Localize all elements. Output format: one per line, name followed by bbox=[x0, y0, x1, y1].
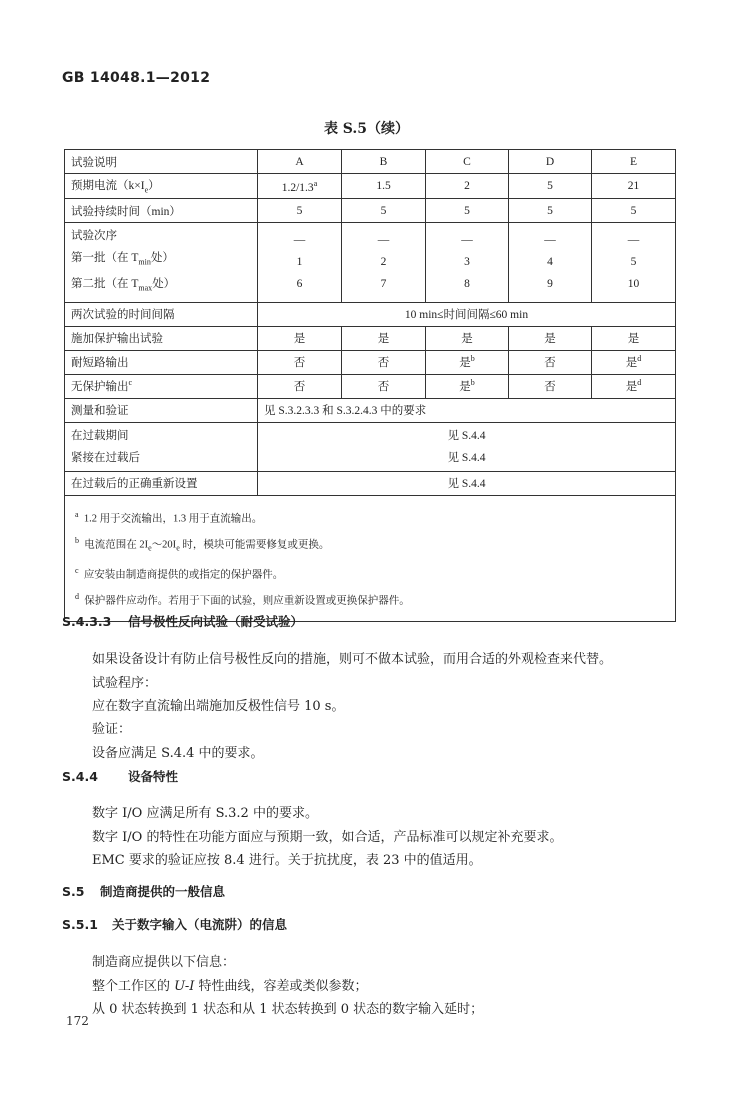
header-cell: A bbox=[258, 150, 342, 174]
section-heading-s44: S.4.4 设备特性 bbox=[62, 769, 179, 784]
table-cell: 见 S.4.4 bbox=[258, 471, 676, 495]
table-cell: 否 bbox=[342, 374, 426, 398]
table-cell: 否 bbox=[509, 374, 592, 398]
test-table bbox=[64, 149, 676, 622]
table-cell: 2 bbox=[426, 174, 509, 199]
paragraph: 数字 I/O 应满足所有 S.3.2 中的要求。 bbox=[92, 806, 318, 821]
page-number: 172 bbox=[66, 1014, 89, 1028]
table-cell: 10 min≤时间间隔≤60 min bbox=[258, 302, 676, 326]
table-cell: — 5 10 bbox=[592, 223, 676, 303]
footnotes-row bbox=[65, 495, 676, 621]
table-cell: 5 bbox=[426, 199, 509, 223]
table-cell: 1.5 bbox=[342, 174, 426, 199]
header-cell: E bbox=[592, 150, 676, 174]
table-cell: 是 bbox=[342, 326, 426, 350]
paragraph: 如果设备设计有防止信号极性反向的措施，则可不做本试验，而用合适的外观检查来代替。 bbox=[92, 652, 613, 667]
unprotected-output-row bbox=[65, 374, 676, 398]
protected-output-row bbox=[65, 326, 676, 350]
row-label: 试验持续时间（min） bbox=[65, 199, 258, 223]
section-heading-s51: S.5.1 关于数字输入（电流阱）的信息 bbox=[62, 917, 288, 932]
paragraph: 制造商应提供以下信息： bbox=[92, 955, 236, 970]
table-cell: 否 bbox=[509, 350, 592, 374]
table-cell: 是 bbox=[509, 326, 592, 350]
paragraph: 设备应满足 S.4.4 中的要求。 bbox=[92, 746, 264, 761]
table-cell: 见 S.4.4 见 S.4.4 bbox=[258, 422, 676, 471]
short-circuit-row bbox=[65, 350, 676, 374]
footnote: $^b$ 电流范围在 $2I_e\sim 20I_e$ 时，模块可能需要修复或更换。 bbox=[75, 536, 330, 553]
table-cell: 是 bbox=[426, 326, 509, 350]
table-cell: 1.2/1.3$^a$ bbox=[258, 174, 342, 199]
table-cell: 5 bbox=[592, 199, 676, 223]
table-cell: 是$^b$ bbox=[426, 350, 509, 374]
row-label: 施加保护输出试验 bbox=[65, 326, 258, 350]
table-cell: — 1 6 bbox=[258, 223, 342, 303]
table-cell: 否 bbox=[258, 374, 342, 398]
footnote: $^c$ 应安装由制造商提供的或指定的保护器件。 bbox=[75, 565, 284, 581]
table-cell: 是 bbox=[258, 326, 342, 350]
table-cell: 是$^d$ bbox=[592, 374, 676, 398]
row-label: 在过载期间 紧接在过载后 bbox=[65, 422, 258, 471]
row-label: 耐短路输出 bbox=[65, 350, 258, 374]
row-label: 预期电流$(k\times I_e)$ bbox=[65, 174, 258, 199]
standard-id: GB 14048.1—2012 bbox=[62, 70, 211, 86]
row-label: 试验次序 第一批（在 $T_{min}$处） 第二批（在 $T_{max}$处） bbox=[65, 223, 258, 303]
table-cell: 见 S.3.2.3.3 和 S.3.2.4.3 中的要求 bbox=[258, 398, 676, 422]
header-cell: D bbox=[509, 150, 592, 174]
current-row bbox=[65, 174, 676, 199]
table-cell: — 3 8 bbox=[426, 223, 509, 303]
table-cell: — 2 7 bbox=[342, 223, 426, 303]
paragraph: 整个工作区的 U-I 特性曲线，容差或类似参数； bbox=[92, 979, 368, 994]
paragraph: 从 0 状态转换到 1 状态和从 1 状态转换到 0 状态的数字输入延时； bbox=[92, 1002, 484, 1017]
table-cell: 是$^d$ bbox=[592, 350, 676, 374]
overload-row bbox=[65, 422, 676, 471]
table-cell: 21 bbox=[592, 174, 676, 199]
duration-row bbox=[65, 199, 676, 223]
paragraph: 试验程序： bbox=[92, 676, 158, 691]
header-cell: 试验说明 bbox=[65, 150, 258, 174]
row-label: 无保护输出$^c$ bbox=[65, 374, 258, 398]
header-row bbox=[65, 150, 676, 174]
footnote: $^a$ 1.2 用于交流输出，1.3 用于直流输出。 bbox=[75, 509, 263, 525]
header-cell: B bbox=[342, 150, 426, 174]
interval-row bbox=[65, 302, 676, 326]
measurement-row bbox=[65, 398, 676, 422]
reset-row bbox=[65, 471, 676, 495]
table-caption: 表 S.5（续） bbox=[323, 121, 410, 137]
table-cell: 是 bbox=[592, 326, 676, 350]
sequence-row bbox=[65, 223, 676, 303]
table-cell: 5 bbox=[258, 199, 342, 223]
table-cell: 5 bbox=[509, 199, 592, 223]
footnote: $^d$ 保护器件应动作。若用于下面的试验，则应重新设置或更换保护器件。 bbox=[75, 592, 410, 607]
table-cell: 否 bbox=[258, 350, 342, 374]
paragraph: 数字 I/O 的特性在功能方面应与预期一致，如合适，产品标准可以规定补充要求。 bbox=[92, 830, 563, 845]
row-label: 测量和验证 bbox=[65, 398, 258, 422]
table-cell: — 4 9 bbox=[509, 223, 592, 303]
section-heading-s5: S.5 制造商提供的一般信息 bbox=[62, 884, 226, 899]
table-cell: 是$^b$ bbox=[426, 374, 509, 398]
row-label: 两次试验的时间间隔 bbox=[65, 302, 258, 326]
table-cell: 否 bbox=[342, 350, 426, 374]
row-label: 在过载后的正确重新设置 bbox=[65, 471, 258, 495]
section-heading-s433: S.4.3.3 信号极性反向试验（耐受试验） bbox=[62, 614, 304, 629]
table-cell: 5 bbox=[509, 174, 592, 199]
header-cell: C bbox=[426, 150, 509, 174]
footnotes bbox=[65, 495, 676, 621]
paragraph: 应在数字直流输出端施加反极性信号 10 s。 bbox=[92, 699, 345, 714]
paragraph: 验证： bbox=[92, 722, 132, 737]
table-cell: 5 bbox=[342, 199, 426, 223]
paragraph: EMC 要求的验证应按 8.4 进行。关于抗扰度，表 23 中的值适用。 bbox=[92, 853, 482, 868]
